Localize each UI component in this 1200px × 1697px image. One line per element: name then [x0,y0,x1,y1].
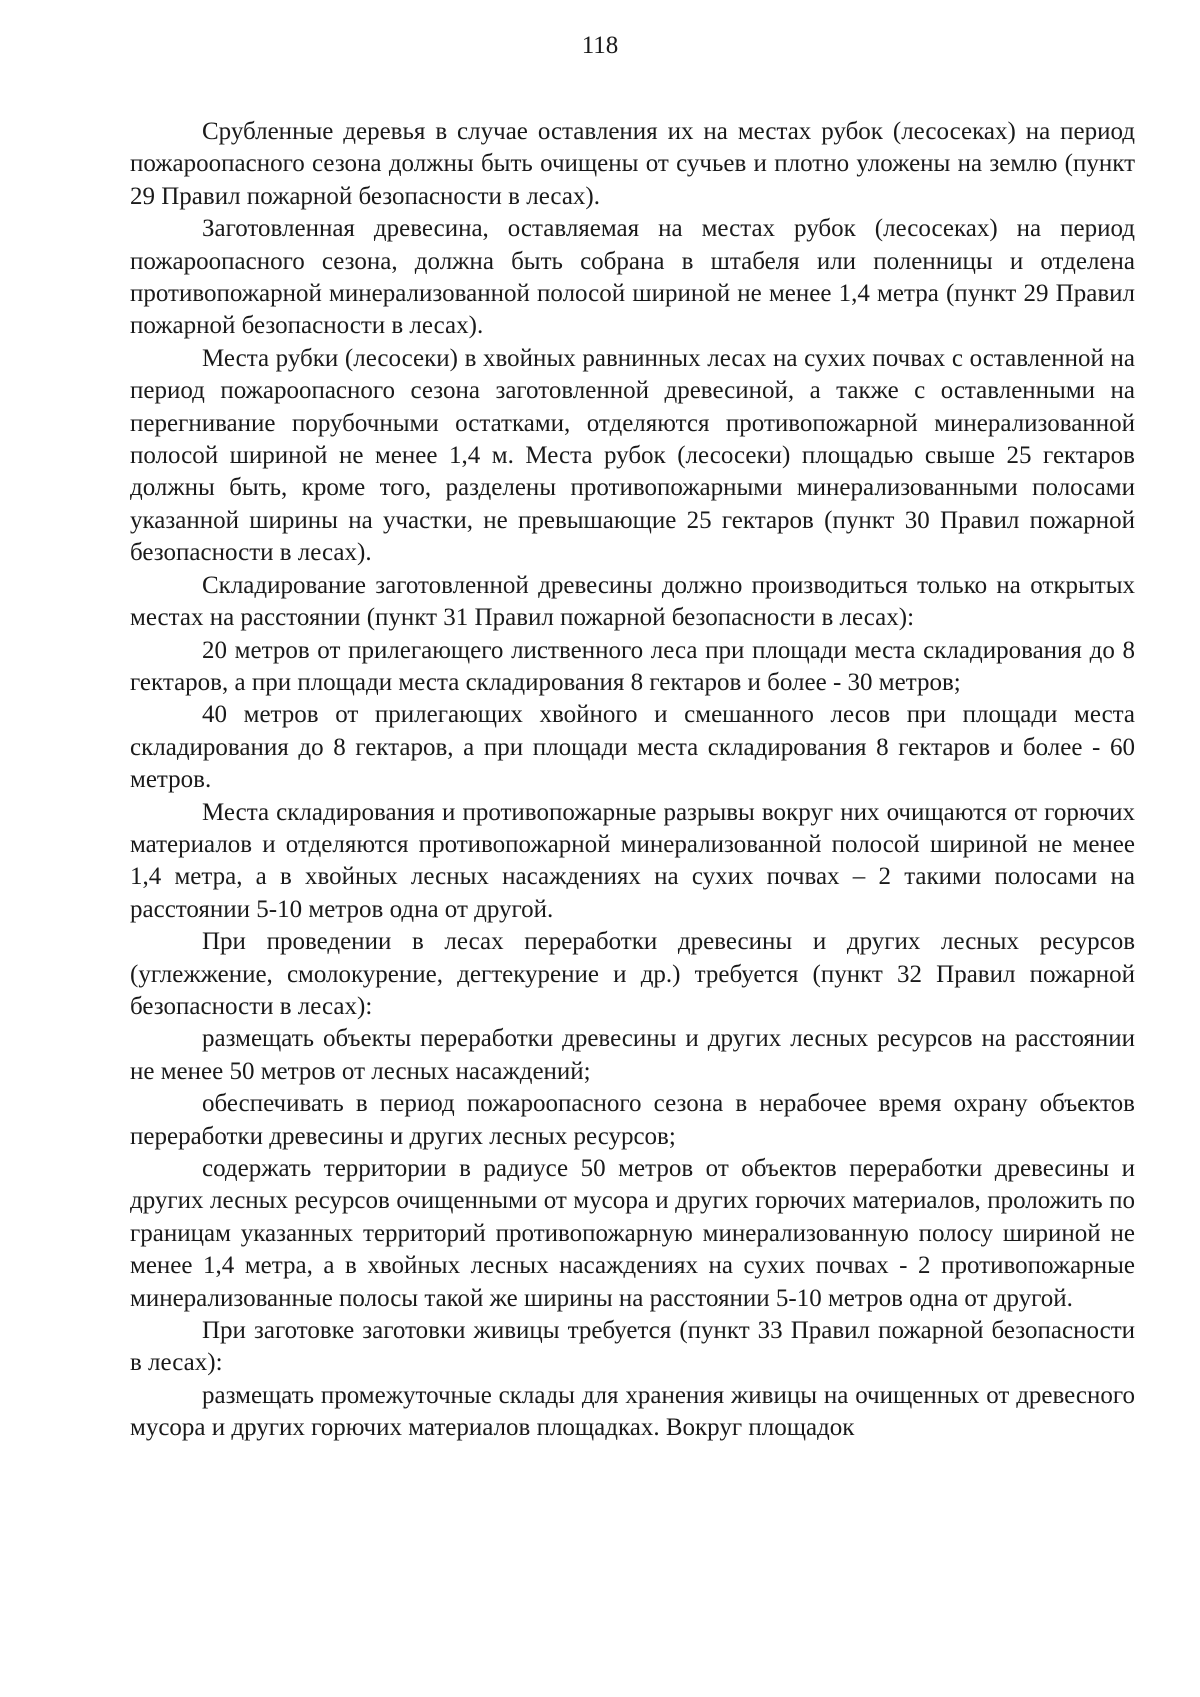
paragraph: При проведении в лесах переработки древесины и других лесных ресурсов (углежжение, смолокурение, дегтекурение и др.) требуется (пункт 32 Правил пожарной безопасности в лесах): [130,928,1135,1020]
paragraph: обеспечивать в период пожароопасного сезона в нерабочее время охрану объектов переработки древесины и других лесных ресурсов; [130,1090,1135,1150]
paragraph: размещать промежуточные склады для хранения живицы на очищенных от древесного мусора и других горючих материалов площадках. Вокруг площадок [130,1381,1135,1442]
paragraph: 20 метров от прилегающего лиственного леса при площади места складирования до 8 гектаров, а при площади места складирования 8 гектаров и более - 30 метров; [130,636,1135,696]
paragraph: содержать территории в радиусе 50 метров от объектов переработки древесины и других лесных ресурсов очищенными от мусора и других горючих материалов, проложить по границам указанных территорий противопожарную минерализованную полосу шириной не менее 1,4 метра, а в хвойных лесных насаждениях на сухих почвах - 2 противопожарные минерализованные полосы такой же ширины на расстоянии 5-10 метров одна от другой. [130,1155,1135,1312]
page-number: 118 [581,32,619,59]
document-body [130,116,1135,1445]
paragraph: размещать объекты переработки древесины и других лесных ресурсов на расстоянии не менее 50 метров от лесных насаждений; [130,1025,1135,1085]
paragraph: 40 метров от прилегающих хвойного и смешанного лесов при площади места складирования до 8 гектаров, а при площади места складирования 8 гектаров и более - 60 метров. [130,701,1135,794]
paragraph: Срубленные деревья в случае оставления их на местах рубок (лесосеках) на период пожароопасного сезона должны быть очищены от сучьев и плотно уложены на землю (пункт 29 Правил пожарной безопасности в лесах). [130,118,1135,210]
paragraph: Места рубки (лесосеки) в хвойных равнинных лесах на сухих почвах с оставленной на период пожароопасного сезона заготовленной древесиной, а также с оставленными на перегнивание порубочными остатками, отделяются противопожарной минерализованной полосой шириной не менее 1,4 м. Места рубок (лесосеки) площадью свыше 25 гектаров должны быть, кроме того, разделены противопожарными минерализованными полосами указанной ширины на участки, не превышающие 25 гектаров (пункт 30 Правил пожарной безопасности в лесах). [130,344,1135,567]
paragraph: При заготовке заготовки живицы требуется (пункт 33 Правил пожарной безопасности в лесах): [130,1317,1135,1377]
paragraph: Места складирования и противопожарные разрывы вокруг них очищаются от горючих материалов и отделяются противопожарной минерализованной полосой шириной не менее 1,4 метра, а в хвойных лесных насаждениях на сухих почвах – 2 такими полосами на расстоянии 5-10 метров одна от другой. [130,798,1135,923]
paragraph: Заготовленная древесина, оставляемая на местах рубок (лесосеках) на период пожароопасного сезона, должна быть собрана в штабеля или поленницы и отделена противопожарной минерализованной полосой шириной не менее 1,4 метра (пункт 29 Правил пожарной безопасности в лесах). [130,215,1135,340]
paragraph: Складирование заготовленной древесины должно производиться только на открытых местах на расстоянии (пункт 31 Правил пожарной безопасности в лесах): [130,571,1135,632]
